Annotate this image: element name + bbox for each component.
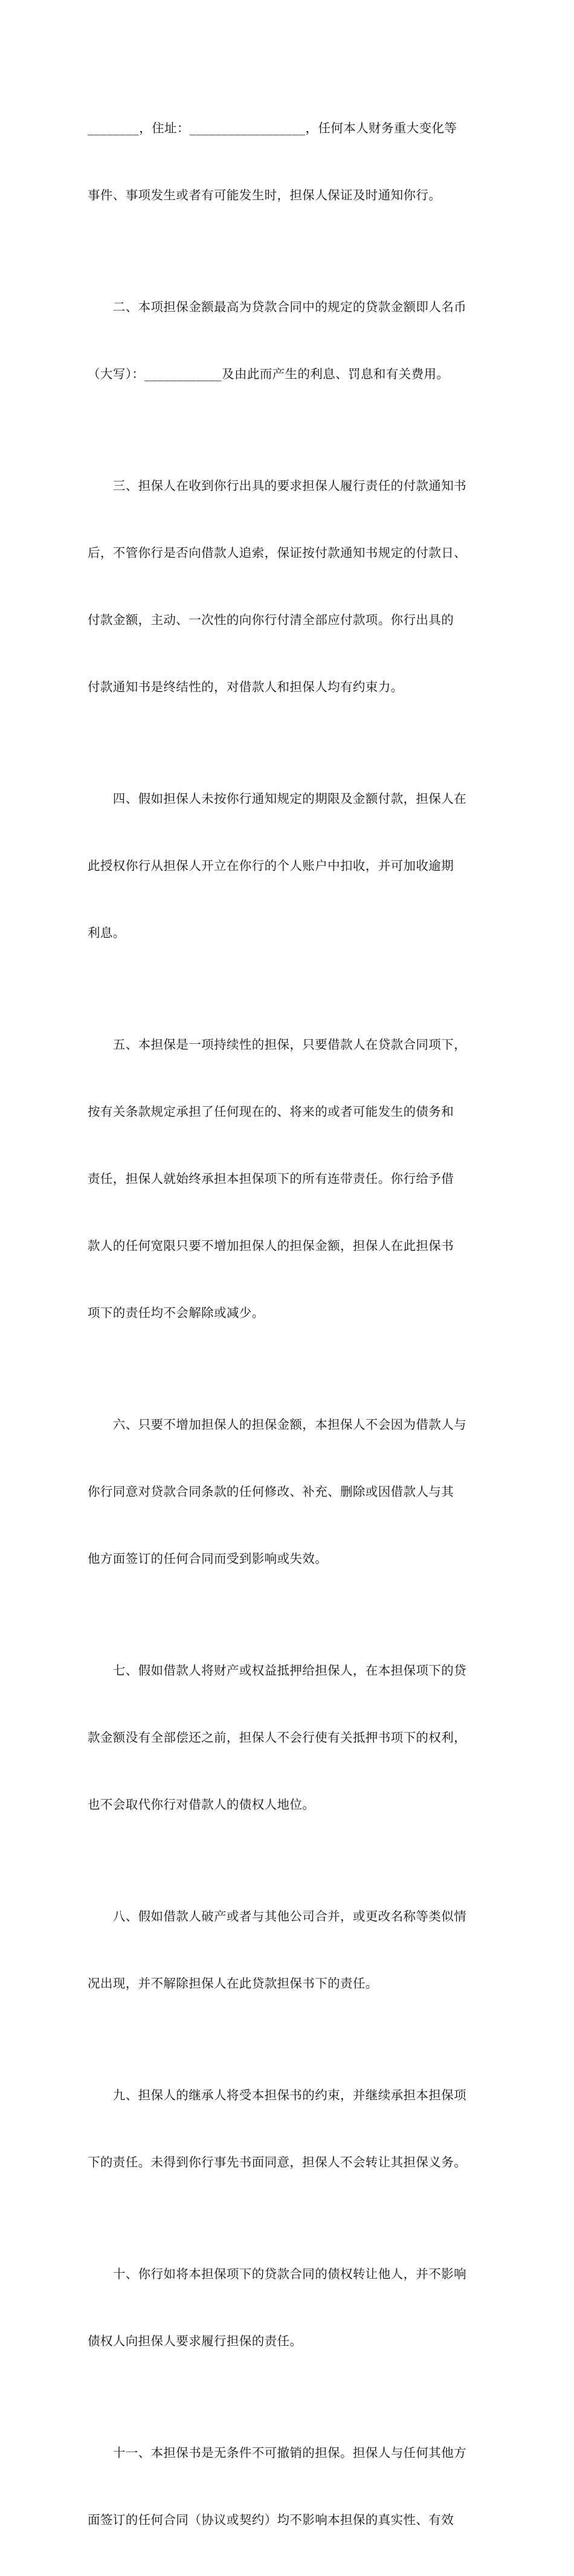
text-line: 十一、本担保书是无条件不可撤销的担保。担保人与任何其他方 [88,2446,466,2460]
text-line: 面签订的任何合同（协议或契约）均不影响本担保的真实性、有效 [88,2513,454,2527]
text-line: 此授权你行从担保人开立在你行的个人账户中扣收，并可加收逾期 [88,858,454,873]
paragraph-clause-11 [88,2397,489,2576]
text-line: ________，住址：__________________，任何本人财务重大变化等 [88,121,457,135]
paragraph-clause-6 [88,1369,489,1615]
paragraph-clause-5 [88,989,489,1369]
text-line: 款人的任何宽限只要不增加担保人的担保金额，担保人在此担保书 [88,1238,454,1253]
text-line: 十、你行如将本担保项下的贷款合同的债权转让他人，并不影响 [88,2267,466,2281]
text-line: 九、担保人的继承人将受本担保书的约束，并继续承担本担保项 [88,2088,466,2102]
text-line: 你行同意对贷款合同条款的任何修改、补充、删除或因借款人与其 [88,1484,454,1499]
text-line: 后，不管你行是否向借款人追索，保证按付款通知书规定的付款日、 [88,546,466,560]
document-body [88,72,489,2576]
paragraph-clause-2 [88,251,489,430]
text-line: 八、假如借款人破产或者与其他公司合并，或更改名称等类似情 [88,1909,466,1924]
text-line: 按有关条款规定承担了任何现在的、将来的或者可能发生的债务和 [88,1104,454,1119]
text-line: 利息。 [88,926,126,940]
paragraph-clause-8 [88,1861,489,2040]
text-line: 四、假如担保人未按你行通知规定的期限及金额付款，担保人在 [88,791,466,806]
text-line: 责任，担保人就始终承担本担保项下的所有连带责任。你行给予借 [88,1171,454,1186]
text-line: 三、担保人在收到你行出具的要求担保人履行责任的付款通知书 [88,478,466,493]
text-line: 付款通知书是终结性的，对借款人和担保人均有约束力。 [88,680,404,694]
paragraph-clause-10 [88,2218,489,2397]
text-line: 也不会取代你行对借款人的债权人地位。 [88,1797,315,1812]
text-line: 二、本项担保金额最高为贷款合同中的规定的贷款金额即人名币 [88,300,466,314]
text-line: 下的责任。未得到你行事先书面同意，担保人不会转让其担保义务。 [88,2155,466,2169]
text-line: 六、只要不增加担保人的担保金额，本担保人不会因为借款人与 [88,1417,466,1432]
text-line: 债权人向担保人要求履行担保的责任。 [88,2334,303,2348]
text-line: 付款金额，主动、一次性的向你行付清全部应付款项。你行出具的 [88,613,454,627]
paragraph-clause-7 [88,1615,489,1861]
paragraph-clause-4 [88,743,489,989]
text-line: （大写）：____________及由此而产生的利息、罚息和有关费用。 [88,367,450,381]
text-line: 况出现，并不解除担保人在此贷款担保书下的责任。 [88,1976,378,1991]
text-line: 款金额没有全部偿还之前，担保人不会行使有关抵押书项下的权利， [88,1730,466,1745]
text-line: 事件、事项发生或者有可能发生时，担保人保证及时通知你行。 [88,188,442,202]
paragraph-clause-9 [88,2040,489,2218]
text-line: 他方面签订的任何合同而受到影响或失效。 [88,1551,328,1566]
text-line: 七、假如借款人将财产或权益抵押给担保人，在本担保项下的贷 [88,1663,466,1678]
paragraph-clause-3 [88,430,489,743]
text-line: 项下的责任均不会解除或减少。 [88,1306,265,1320]
paragraph-address-notice [88,72,489,251]
text-line: 五、本担保是一项持续性的担保，只要借款人在贷款合同项下， [88,1037,466,1052]
